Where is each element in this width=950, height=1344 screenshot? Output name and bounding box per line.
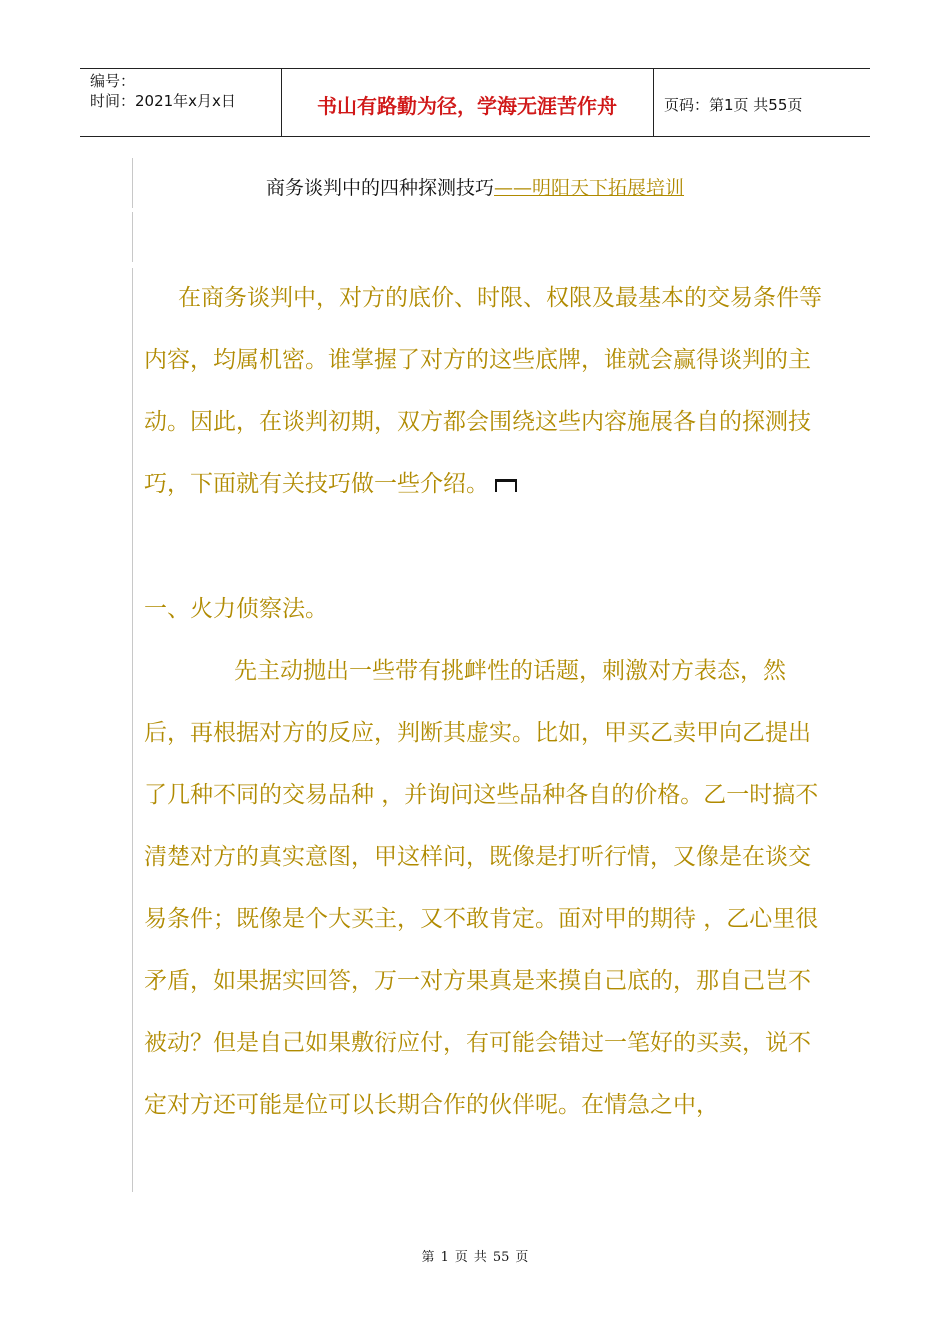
doc-number-label: 编号： <box>90 72 136 90</box>
margin-bar-mid <box>132 212 133 262</box>
header-motto: 书山有路勤为径，学海无涯苦作舟 <box>317 94 617 118</box>
edit-mark-icon <box>495 479 517 492</box>
doc-time-label: 时间：2021年x月x日 <box>90 92 236 110</box>
intro-text: 在商务谈判中，对方的底价、时限、权限及最基本的交易条件等内容，均属机密。谁掌握了对方的这些底牌，谁就会赢得谈判的主动。因此，在谈判初期，双方都会围绕这些内容施展各自的探测技巧，下面就有关技巧做一些介绍。 <box>144 285 822 497</box>
section-heading: 一、火力侦察法。 <box>144 596 328 622</box>
footer-part-1: 第 <box>421 1250 435 1265</box>
footer-part-2: 1 <box>440 1250 449 1265</box>
page-footer <box>0 1246 950 1265</box>
margin-bar-main <box>132 268 133 1192</box>
title-main: 商务谈判中的四种探测技巧 <box>265 177 494 199</box>
page-title <box>0 173 950 200</box>
intro-paragraph <box>144 267 824 515</box>
title-link[interactable]: ——明阳天下拓展培训 <box>494 177 685 199</box>
header-top-rule <box>80 68 870 69</box>
section-paragraph: 先主动抛出一些带有挑衅性的话题，刺激对方表态，然后，再根据对方的反应，判断其虚实。比如，甲买乙卖甲向乙提出了几种不同的交易品种 ，并询问这些品种各自的价格。乙一时搞不清楚对方的真实意图，甲这样问，既像是打听行情，又像是在谈交易条件；既像是个大买主，又不敢肯定。面对甲的期待 ，乙心里很矛盾，如果据实回答，万一对方果真是来摸自己底的，那自己岂不被动？但是自己如果敷衍应付，有可能会错过一笔好的买卖，说不定对方还可能是位可以长期合作的伙伴呢。在情急之中， <box>144 658 819 1118</box>
footer-part-3: 页 <box>454 1250 468 1265</box>
footer-part-4: 共 <box>473 1250 487 1265</box>
page-info: 页码：第1页 共55页 <box>664 96 803 114</box>
footer-part-5: 55 <box>492 1250 510 1265</box>
header-bottom-rule <box>80 136 870 137</box>
header-divider-2 <box>653 68 654 136</box>
footer-part-6: 页 <box>515 1250 529 1265</box>
